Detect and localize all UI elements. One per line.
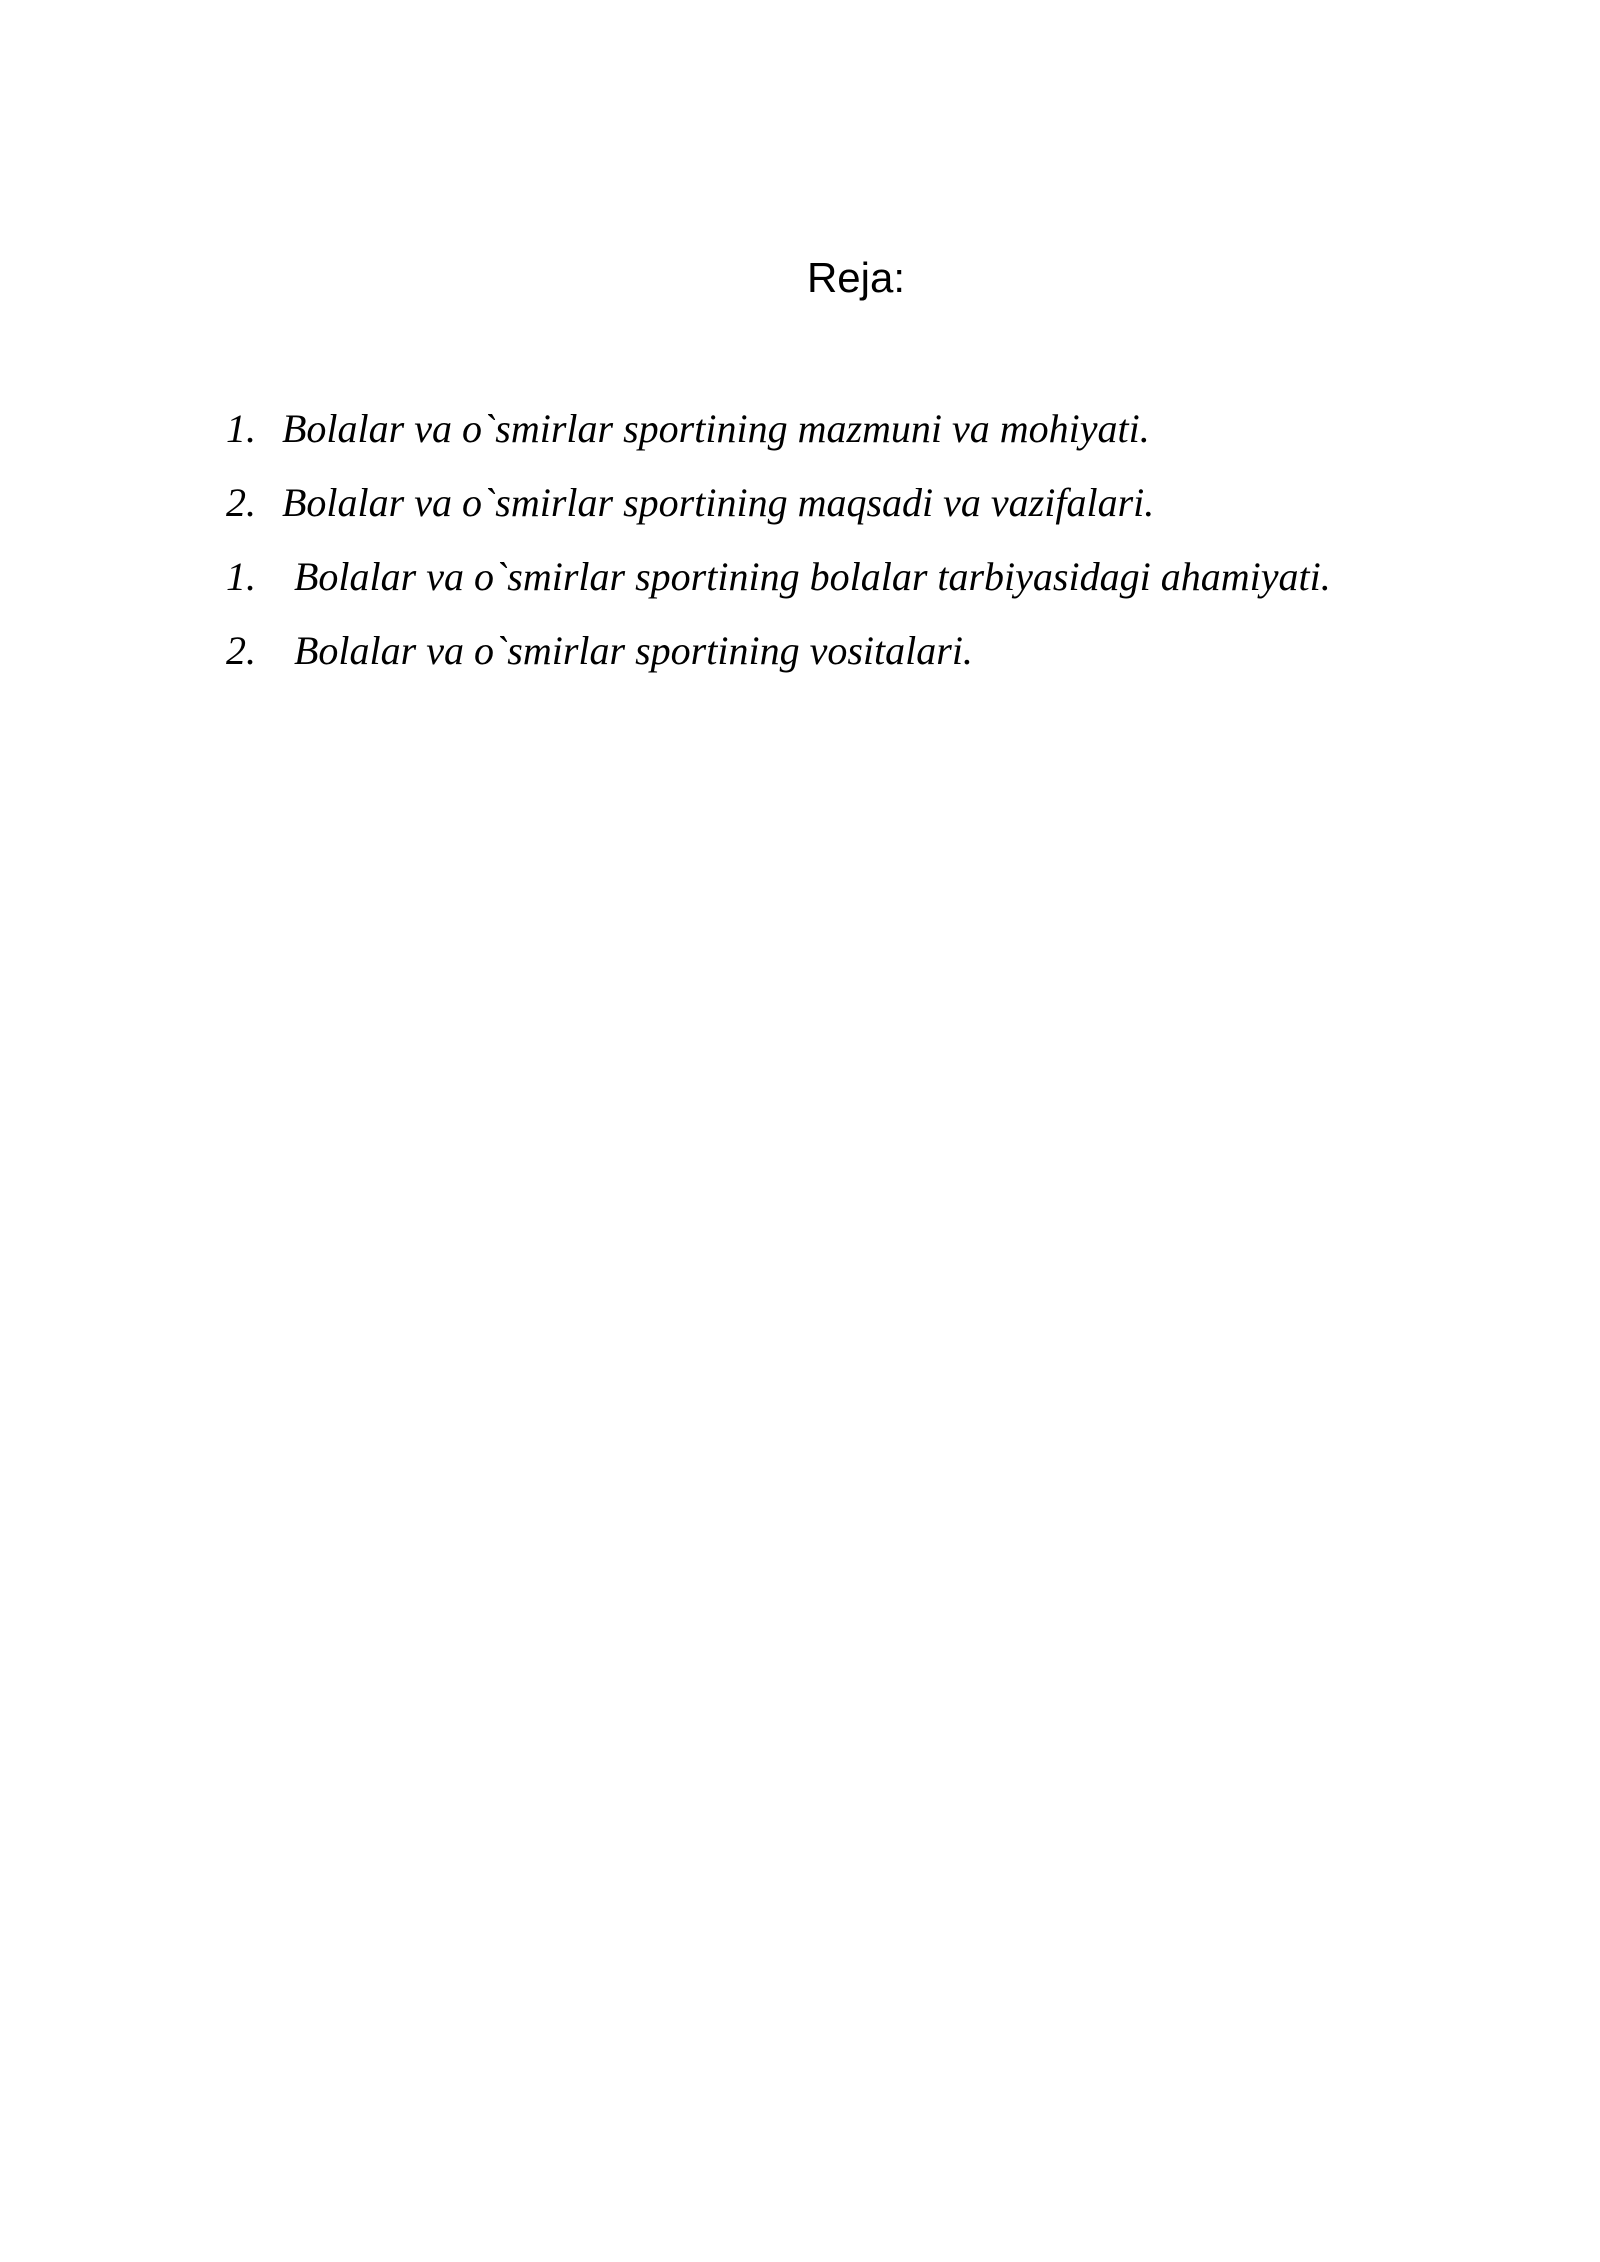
- list-item: [226, 466, 1526, 540]
- list-item-number: 2.: [226, 628, 256, 673]
- list-item-text: Bolalar va o`smirlar sportining vositalari.: [294, 628, 973, 673]
- list-item: [226, 392, 1526, 466]
- list-item-number: 2.: [226, 480, 256, 525]
- list-item-text: Bolalar va o`smirlar sportining mazmuni va mohiyati.: [282, 406, 1150, 451]
- list-item: [226, 540, 1526, 614]
- list-item-number: 1.: [226, 406, 256, 451]
- page-title: Reja:: [806, 254, 906, 301]
- list-item-text: Bolalar va o`smirlar sportining maqsadi va vazifalari.: [282, 480, 1155, 525]
- plan-list: [226, 392, 1526, 688]
- list-item: [226, 614, 1526, 688]
- list-item-text: Bolalar va o`smirlar sportining bolalar tarbiyasidagi ahamiyati.: [294, 554, 1331, 599]
- list-item-number: 1.: [226, 554, 256, 599]
